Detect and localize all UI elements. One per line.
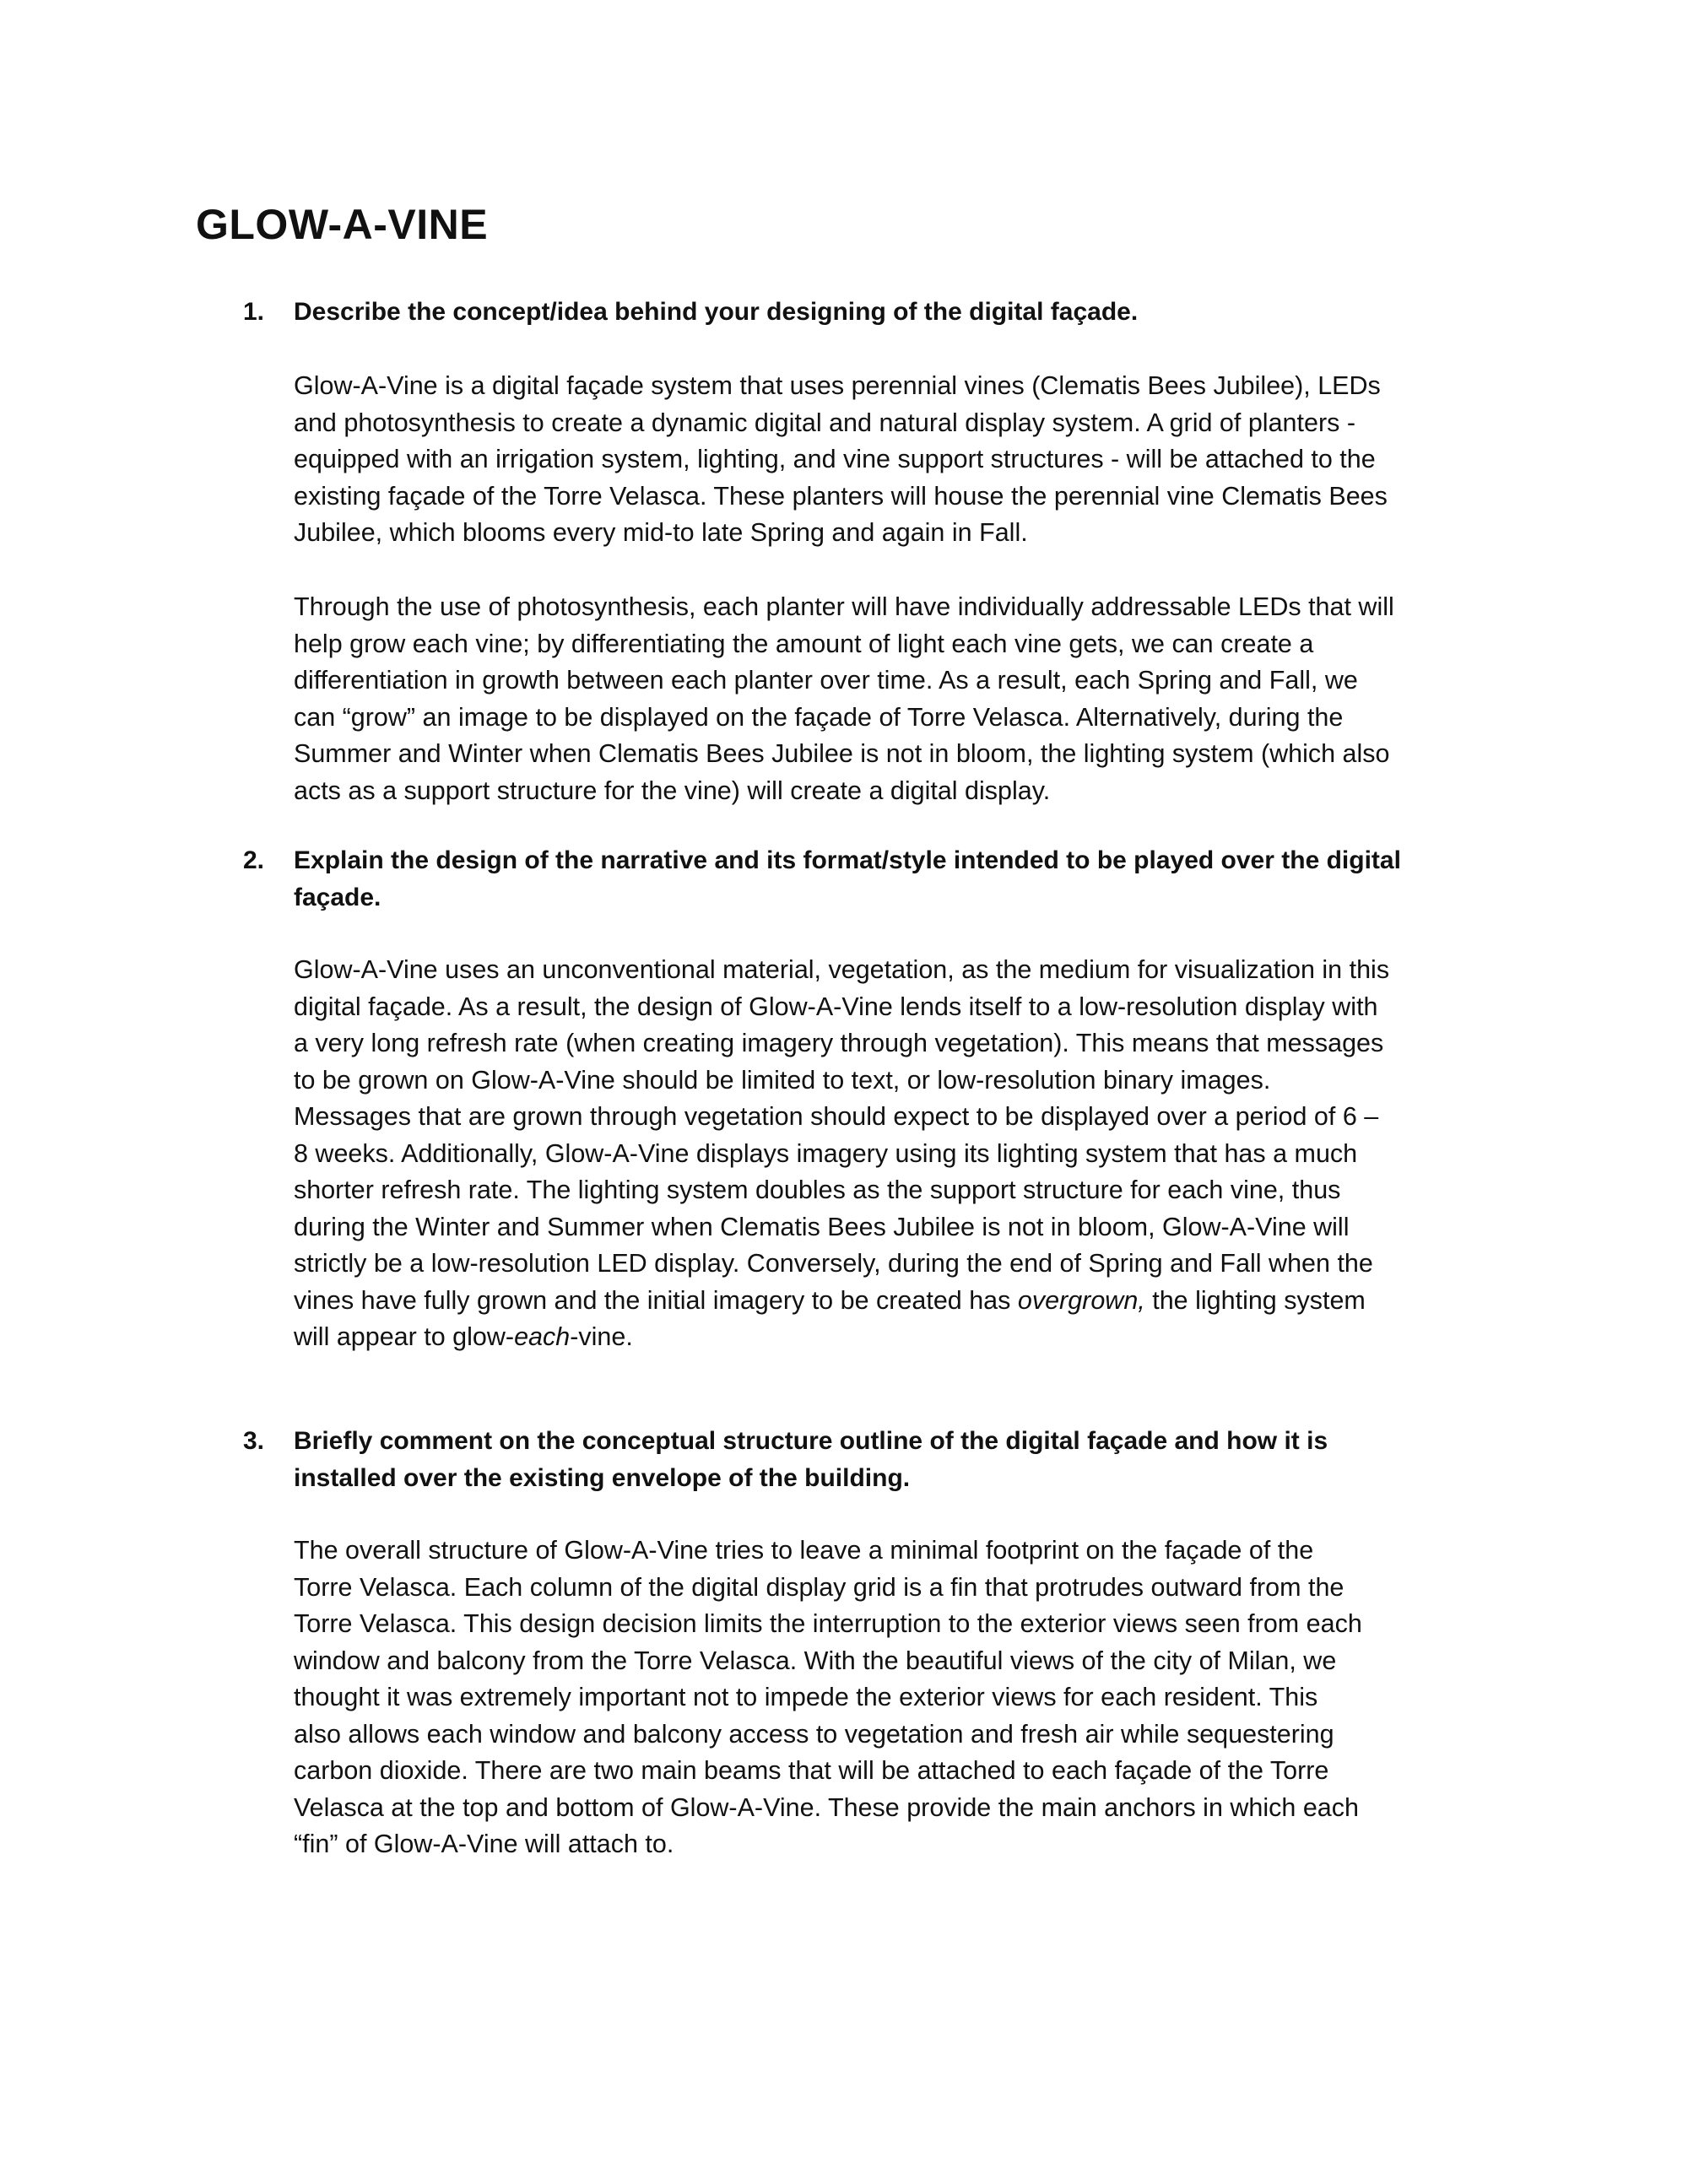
section-1-paragraph-2 [294,589,1494,809]
text-line: help grow each vine; by differentiating the amount of light each vine gets, we can create a [294,629,1314,658]
italic-text: overgrown, [1017,1285,1145,1315]
text-run: the lighting system [1144,1285,1366,1315]
text-line: Summer and Winter when Clematis Bees Jubilee is not in bloom, the lighting system (which also [294,739,1390,768]
question-line: façade. [294,883,381,911]
question-line: installed over the existing envelope of the building. [294,1463,911,1492]
text-line: shorter refresh rate. The lighting system doubles as the support structure for each vine, thus [294,1176,1341,1204]
text-line: Jubilee, which blooms every mid-to late Spring and again in Fall. [294,518,1028,547]
text-line: Messages that are grown through vegetation should expect to be displayed over a period of 6 – [294,1102,1379,1131]
text-line: also allows each window and balcony access to vegetation and fresh air while sequestering [294,1719,1334,1749]
text-line: Torre Velasca. Each column of the digital display grid is a fin that protrudes outward from the [294,1572,1344,1602]
question-2 [245,842,1494,916]
question-number: 1. [243,298,265,326]
question-line: Briefly comment on the conceptual structure outline of the digital façade and how it is [294,1427,1328,1455]
question-3 [245,1423,1494,1496]
text-line: Velasca at the top and bottom of Glow-A-Vine. These provide the main anchors in which each [294,1792,1359,1822]
text-run: -vine. [570,1322,633,1351]
question-text: Describe the concept/idea behind your designing of the digital façade. [294,298,1139,326]
text-line: 8 weeks. Additionally, Glow-A-Vine displays imagery using its lighting system that has a much [294,1138,1358,1168]
question-number: 2. [243,846,265,874]
text-line: The overall structure of Glow-A-Vine tries to leave a minimal footprint on the façade of the [294,1536,1314,1565]
text-line: differentiation in growth between each planter over time. As a result, each Spring and Fall, we [294,666,1358,695]
question-line: Explain the design of the narrative and its format/style intended to be played over the digital [294,846,1401,874]
text-line: to be grown on Glow-A-Vine should be limited to text, or low-resolution binary images. [294,1065,1271,1095]
text-line: Glow-A-Vine is a digital façade system that uses perennial vines (Clematis Bees Jubilee), LEDs [294,371,1381,400]
question-text [294,842,1494,916]
section-1-paragraph-1 [294,368,1494,552]
text-line: can “grow” an image to be displayed on the façade of Torre Velasca. Alternatively, during the [294,702,1344,732]
text-line: a very long refresh rate (when creating imagery through vegetation). This means that messages [294,1029,1384,1057]
text-line: “fin” of Glow-A-Vine will attach to. [294,1830,674,1858]
text-line: thought it was extremely important not to impede the exterior views for each resident. This [294,1683,1318,1711]
text-line: window and balcony from the Torre Velasca. With the beautiful views of the city of Milan, we [294,1646,1337,1675]
text-line: equipped with an irrigation system, lighting, and vine support structures - will be attached to the [294,445,1376,473]
text-line: Torre Velasca. This design decision limits the interruption to the exterior views seen from each [294,1609,1362,1638]
text-line: Through the use of photosynthesis, each planter will have individually addressable LEDs that will [294,592,1394,621]
question-1 [245,294,1494,331]
text-line: and photosynthesis to create a dynamic digital and natural display system. A grid of planters - [294,408,1355,437]
document-title: GLOW-A-VINE [196,201,489,248]
section-2-paragraph [294,952,1494,1356]
text-line: strictly be a low-resolution LED display. Conversely, during the end of Spring and Fall when the [294,1249,1373,1278]
section-3-paragraph [294,1533,1494,1863]
text-line-with-italic [294,1319,1494,1356]
text-run: vines have fully grown and the initial imagery to be created has [294,1285,1018,1315]
text-line: acts as a support structure for the vine) will create a digital display. [294,776,1051,805]
text-run: will appear to glow- [294,1322,515,1351]
text-line: carbon dioxide. There are two main beams that will be attached to each façade of the Torre [294,1756,1329,1785]
text-line: Glow-A-Vine uses an unconventional material, vegetation, as the medium for visualization in this [294,955,1390,984]
question-text [294,1423,1494,1496]
text-line-with-italic [294,1283,1494,1320]
text-line: digital façade. As a result, the design of Glow-A-Vine lends itself to a low-resolution display with [294,992,1378,1021]
text-line: existing façade of the Torre Velasca. These planters will house the perennial vine Clematis Bees [294,481,1388,511]
italic-text: each [514,1322,571,1351]
question-number: 3. [243,1427,265,1455]
text-line: during the Winter and Summer when Clematis Bees Jubilee is not in bloom, Glow-A-Vine will [294,1212,1350,1241]
